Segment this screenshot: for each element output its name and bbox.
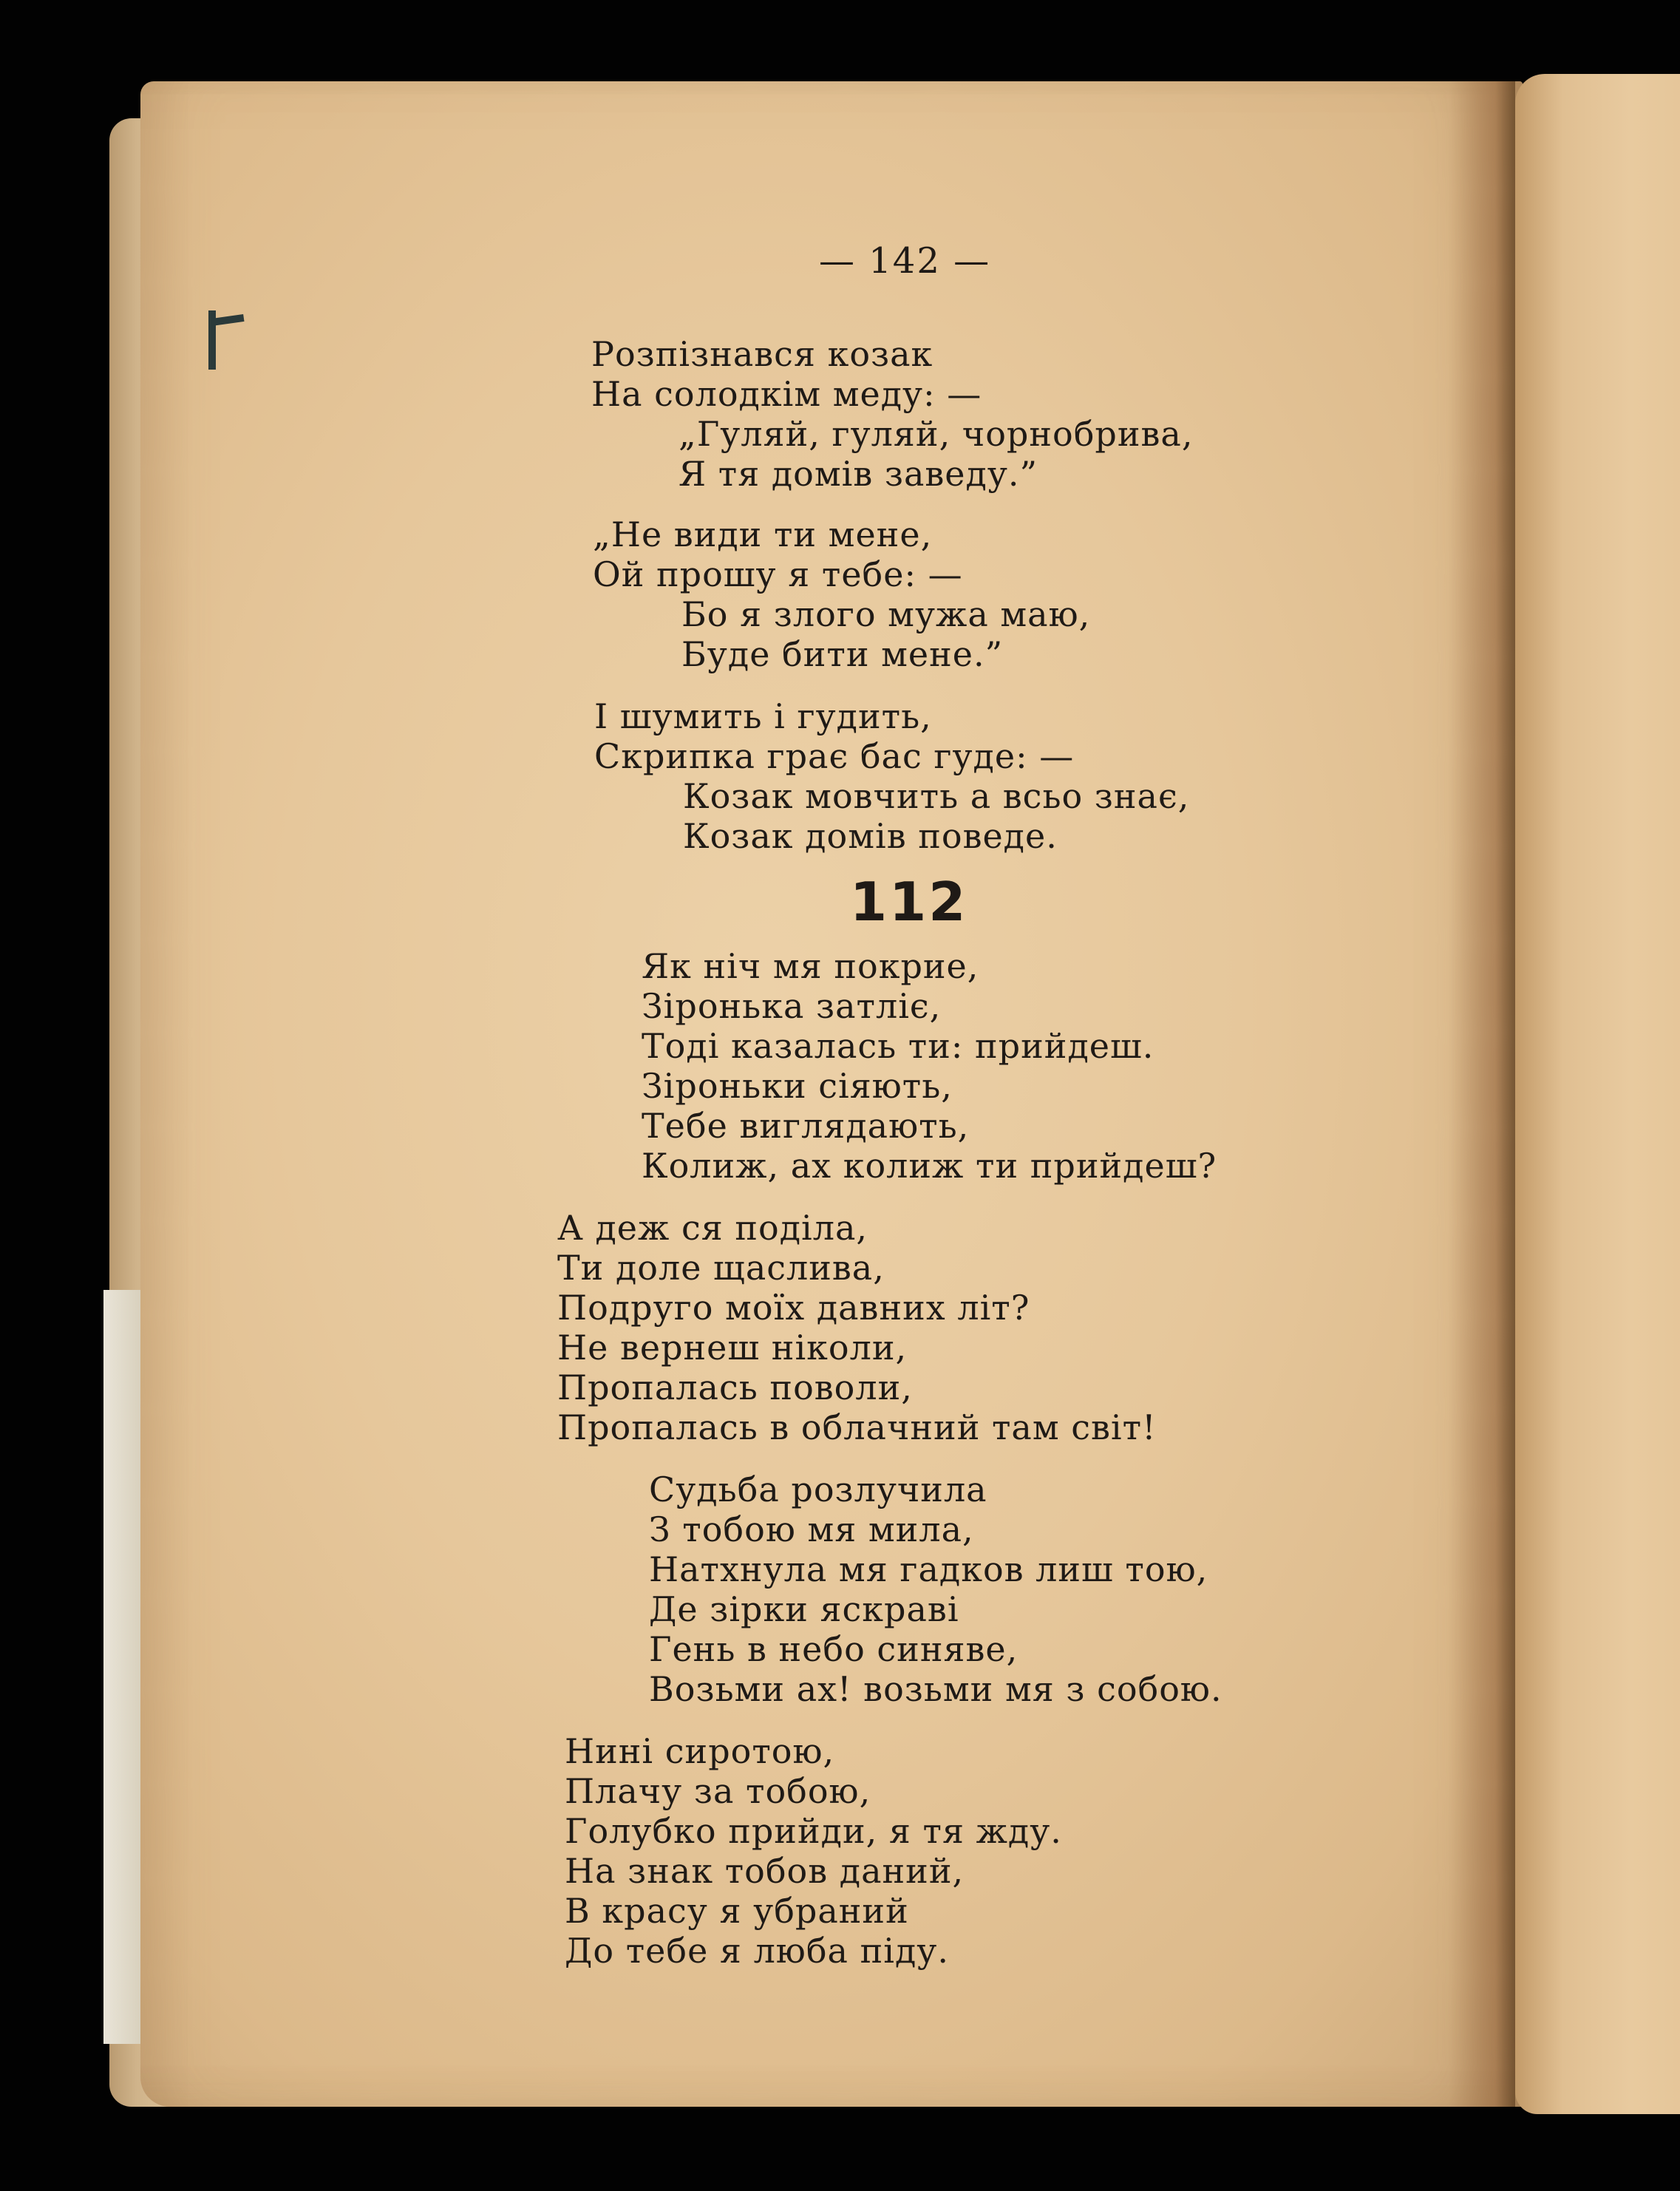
verse-line: Колиж, ах колиж ти прийдеш? <box>642 1146 1217 1186</box>
verse-line: Зіронька затліє, <box>642 986 942 1026</box>
page-number: — 142 — <box>819 240 991 282</box>
verse-line: Я тя домів заведу.” <box>679 454 1038 494</box>
verse-line: Голубко прийди, я тя жду. <box>565 1811 1062 1851</box>
verse-line: Ти доле щаслива, <box>557 1248 885 1288</box>
verse-line: Подруго моїх давних літ? <box>557 1288 1030 1328</box>
verse-line: Возьми ах! возьми мя з собою. <box>649 1669 1222 1709</box>
verse-line: В красу я убраний <box>565 1891 909 1931</box>
verse-line: Бо я злого мужа маю, <box>681 594 1091 634</box>
verse-line: Тебе виглядають, <box>642 1106 970 1146</box>
facing-page <box>1515 74 1680 2114</box>
verse-line: Гень в небо синяве, <box>649 1629 1018 1669</box>
paper-strip <box>103 1290 142 2044</box>
verse-line: На знак тобов даний, <box>565 1851 965 1891</box>
verse-line: „Не види ти мене, <box>593 514 933 554</box>
page-gutter <box>1449 81 1515 2107</box>
verse-line: „Гуляй, гуляй, чорнобрива, <box>679 414 1194 454</box>
verse-line: Ой прошу я тебе: — <box>593 554 963 594</box>
verse-line: Козак мовчить а всьо знає, <box>683 776 1190 816</box>
verse-line: Нині сиротою, <box>565 1731 835 1771</box>
verse-line: Де зірки яскраві <box>649 1589 959 1629</box>
verse-line: Зіроньки сіяють, <box>642 1066 953 1106</box>
verse-line: Козак домів поведе. <box>683 816 1058 856</box>
verse-line: Судьба розлучила <box>649 1470 987 1509</box>
verse-line: Пропалась поволи, <box>557 1368 913 1407</box>
verse-line: З тобою мя мила, <box>649 1509 974 1549</box>
verse-line: Пропалась в облачний там світ! <box>557 1407 1157 1447</box>
verse-line: Натхнула мя гадков лиш тою, <box>649 1549 1208 1589</box>
verse-line: І шумить і гудить, <box>594 696 932 736</box>
song-number: 112 <box>850 871 968 933</box>
verse-line: До тебе я люба піду. <box>565 1931 949 1971</box>
verse-line: А деж ся поділа, <box>557 1208 868 1248</box>
verse-line: Не вернеш ніколи, <box>557 1328 908 1368</box>
verse-line: Скрипка грає бас гуде: — <box>594 736 1075 776</box>
verse-line: На солодкім меду: — <box>591 374 982 414</box>
verse-line: Як ніч мя покрие, <box>642 946 979 986</box>
verse-line: Плачу за тобою, <box>565 1771 871 1811</box>
verse-line: Буде бити мене.” <box>681 634 1004 674</box>
verse-line: Тоді казалась ти: прийдеш. <box>642 1026 1154 1066</box>
verse-line: Розпізнався козак <box>591 334 933 374</box>
